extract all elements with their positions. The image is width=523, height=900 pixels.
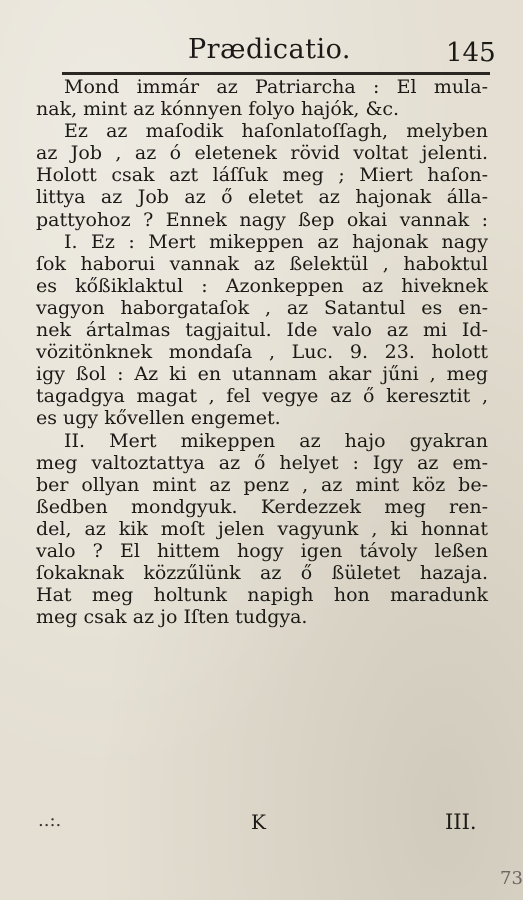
text-line: ßedben mondgyuk. Kerdezzek meg ren- (36, 495, 488, 518)
text-line: ſok haborui vannak az ßelektül , haboktul (36, 252, 488, 275)
text-line: Hat meg holtunk napigh hon maradunk (36, 584, 488, 607)
text-line: littya az Job az ő eletet az hajonak álla- (36, 186, 488, 209)
text-line: vagyon haborgataſok , az Satantul es en- (36, 296, 488, 319)
body-text (36, 76, 488, 628)
text-line: pattyohoz ? Ennek nagy ßep okai vannak : (36, 208, 488, 231)
running-title: Prædicatio. (188, 34, 351, 65)
text-line: II. Mert mikeppen az hajo gyakran (64, 429, 488, 452)
text-line: Holott csak azt láſſuk meg ; Miert haſon- (36, 164, 488, 187)
text-line: I. Ez : Mert mikeppen az hajonak nagy (64, 230, 488, 253)
text-line: igy ßol : Az ki en utannam akar jűni , meg (36, 363, 488, 386)
footer-mark: ..:. (38, 810, 62, 831)
text-line: del, az kik moſt jelen vagyunk , ki honnat (36, 517, 488, 540)
text-line: ber ollyan mint az penz , az mint köz be- (36, 473, 488, 496)
text-line: meg csak az jo Iſten tudgya. (36, 606, 308, 629)
text-line: Ez az maſodik haſonlatoſſagh, melyben (64, 120, 488, 143)
text-line: ſokaknak közzűlünk az ő ßületet hazaja. (36, 562, 488, 585)
page-number: 145 (446, 38, 496, 68)
header-rule (62, 72, 490, 75)
text-line: nak, mint az kónnyen folyo hajók, &c. (36, 98, 400, 121)
page-header (0, 30, 523, 70)
text-line: meg valtoztattya az ő helyet : Igy az em- (36, 451, 488, 474)
text-line: az Job , az ó eletenek rövid voltat jelenti. (36, 142, 488, 165)
text-line: Mond immár az Patriarcha : El mula- (64, 76, 488, 98)
text-line: valo ? El hittem hogy igen távoly leßen (36, 539, 488, 562)
signature-mark: K (251, 810, 266, 834)
page-footer (0, 810, 523, 840)
text-line: es ugy kővellen engemet. (36, 407, 281, 430)
text-line: es kőßiklaktul : Azonkeppen az hiveknek (36, 274, 488, 297)
corner-mark: 73 (500, 868, 523, 889)
text-line: vözitönknek mondaſa , Luc. 9. 23. holott (36, 341, 488, 364)
catchword: III. (445, 810, 477, 834)
text-line: nek ártalmas tagjaitul. Ide valo az mi Id- (36, 319, 488, 342)
text-line: tagadgya magat , fel vegye az ő keresztit , (36, 385, 488, 408)
